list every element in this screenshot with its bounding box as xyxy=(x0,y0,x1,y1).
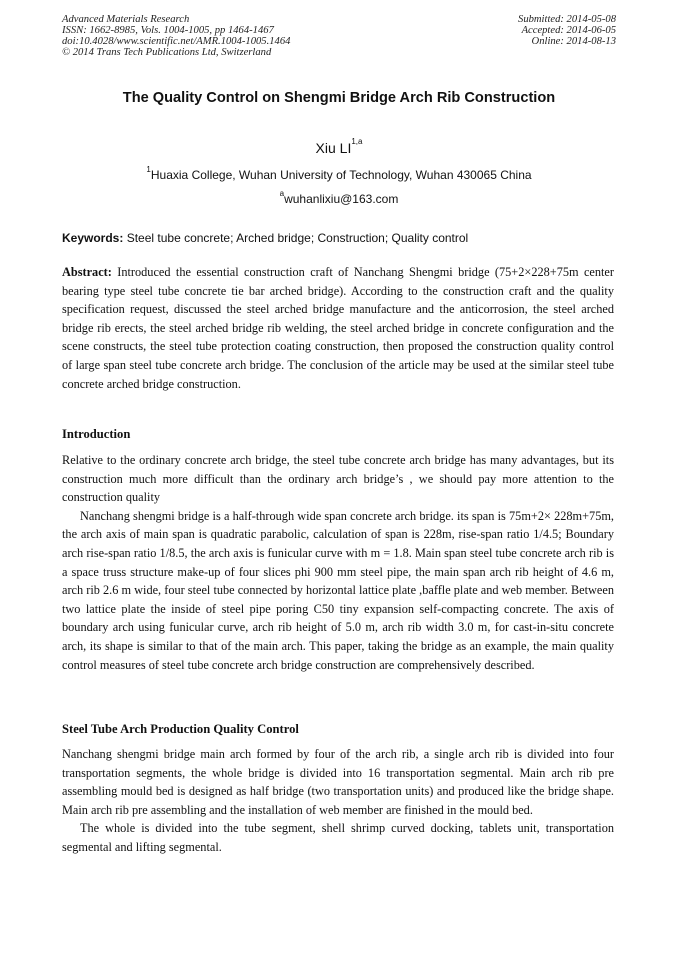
keywords-text: Steel tube concrete; Arched bridge; Construction; Quality control xyxy=(126,231,469,245)
author xyxy=(0,137,678,156)
doi-line: doi:10.4028/www.scientific.net/AMR.1004-1005.1464 xyxy=(62,36,291,47)
accepted-date: Accepted: 2014-06-05 xyxy=(521,25,616,36)
abstract-text: Introduced the essential construction craft of Nanchang Shengmi bridge (75+2×228+75m center bearing type steel tube concrete tie bar arched bridge). According to the construction craft and the quality specification request, discussed the steel arched bridge manufacture and the anticorrosion, the steel arched bridge rib erects, the steel arched bridge rib welding, the steel arched bridge in concrete configuration and the scene constructs, the steel tube protection coating construction, then proposed the construction quality control of large span steel tube concrete arch bridge. The conclusion of the article may be used at the similar steel tube concrete arched bridge construction. xyxy=(62,265,614,391)
journal-header-left xyxy=(62,14,290,58)
author-name: Xiu LI xyxy=(315,140,352,156)
paragraph: Nanchang shengmi bridge is a half-through wide span concrete arch bridge. its span is 75m+2× 228m+75m, the arch axis of main span is quadratic parabolic, calculation of span is 228m, rise-span ratio 1/4.5; Boundary arch rise-span ratio 1/8.5, the arch axis is funicular curve with m = 1.8. Main span steel tube concrete arch rib is a space truss structure make-up of four slices phi 900 mm steel pipe, the main span arch rib height of 4.6 m, arch rib 2.6 m wide, four steel tube connected by horizontal lattice plate ,baffle plate and web member. Between two lattice plate the inside of steel pipe poring C50 tiny expansion self-compacting concrete. The axis of boundary arch using funicular curve, arch rib height of 5.0 m, arch rib width 3.0 m, for cast-in-situ concrete arch, its shape is similar to that of the main arch. This paper, taking the bridge as an example, the main quality control measures of steel tube concrete arch bridge construction are comprehensively described. xyxy=(62,508,614,672)
email-text[interactable]: wuhanlixiu@163.com xyxy=(284,192,399,206)
keywords-label: Keywords: xyxy=(62,231,124,245)
paper-title: The Quality Control on Shengmi Bridge Arch Rib Construction xyxy=(122,90,556,106)
email xyxy=(0,189,678,206)
affiliation-superscript: 1 xyxy=(146,165,151,174)
paragraph: The whole is divided into the tube segment, shell shrimp curved docking, tablets unit, transportation segmental and lifting segmental. xyxy=(62,821,614,854)
abstract-label: Abstract: xyxy=(62,265,112,279)
paragraph: Nanchang shengmi bridge main arch formed by four of the arch rib, a single arch rib is divided into four transportation segments, the whole bridge is divided into 16 transportation segmental. Main arch rib pre assembling mould bed is designed as half bridge (two transportation units) and produced like the bridge shape. Main arch rib pre assembling and the installation of web member are finished in the mould bed. xyxy=(62,747,614,817)
keywords xyxy=(62,231,622,245)
introduction-body xyxy=(62,451,614,674)
submitted-date: Submitted: 2014-05-08 xyxy=(518,14,616,25)
affiliation-text: Huaxia College, Wuhan University of Technology, Wuhan 430065 China xyxy=(150,168,532,182)
section-heading-steel-tube: Steel Tube Arch Production Quality Control xyxy=(62,722,299,736)
email-superscript: a xyxy=(279,189,285,198)
abstract xyxy=(62,263,614,393)
journal-header-right xyxy=(518,14,616,47)
steel-tube-body xyxy=(62,745,614,857)
online-date: Online: 2014-08-13 xyxy=(531,36,616,47)
copyright-line: © 2014 Trans Tech Publications Ltd, Switzerland xyxy=(62,47,272,58)
affiliation xyxy=(0,165,678,182)
paragraph: Relative to the ordinary concrete arch bridge, the steel tube concrete arch bridge has many advantages, but its construction much more difficult than the ordinary arch bridge’s , we should pay more attention to the construction quality xyxy=(62,453,614,505)
journal-name: Advanced Materials Research xyxy=(62,14,190,25)
section-heading-introduction: Introduction xyxy=(62,427,131,441)
issn-line: ISSN: 1662-8985, Vols. 1004-1005, pp 1464-1467 xyxy=(62,25,274,36)
author-superscript: 1,a xyxy=(351,137,363,146)
